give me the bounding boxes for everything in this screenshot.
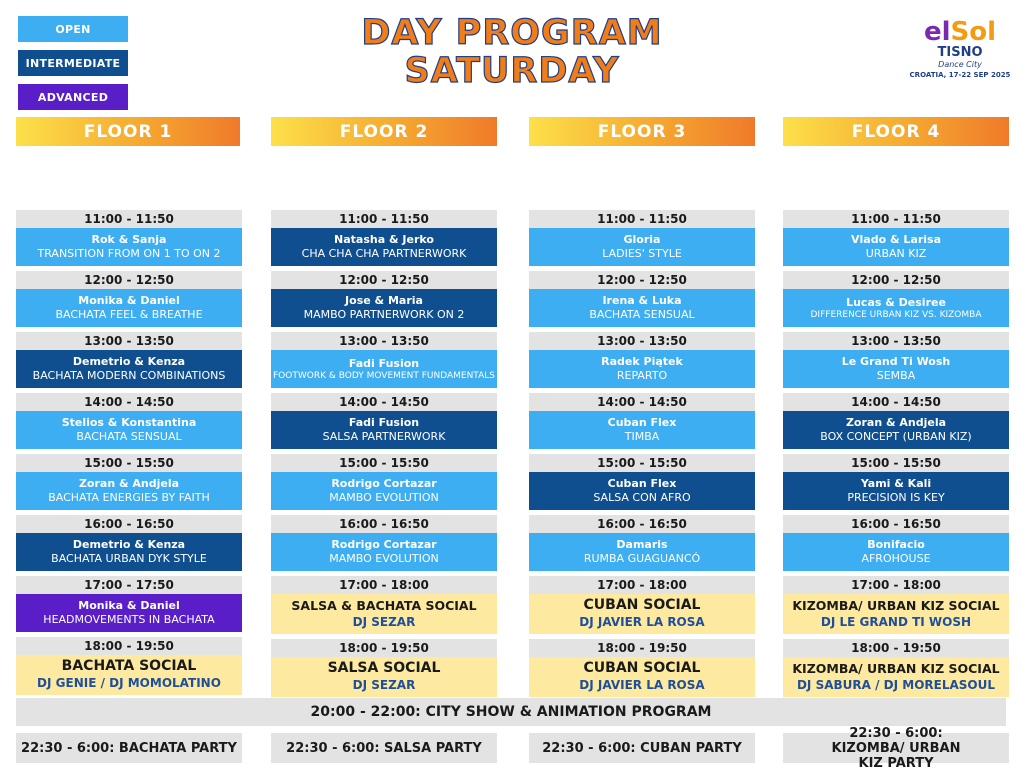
- city-show-banner: 20:00 - 22:00: CITY SHOW & ANIMATION PROGRAM: [16, 698, 1006, 726]
- class-title: HEADMOVEMENTS IN BACHATA: [43, 613, 215, 626]
- class-slot: [271, 210, 497, 266]
- social-slot: [529, 639, 755, 697]
- class-title: BACHATA MODERN COMBINATIONS: [32, 369, 226, 382]
- class-title: PRECISION IS KEY: [847, 491, 945, 504]
- class-slot: [16, 454, 242, 510]
- instructor-name: Stelios & Konstantina: [61, 416, 197, 429]
- logo-sol: Sol: [950, 17, 997, 47]
- instructor-name: Demetrio & Kenza: [72, 538, 186, 551]
- class-title: BACHATA URBAN DYK STYLE: [51, 552, 207, 565]
- slot-time: 11:00 - 11:50: [529, 210, 755, 228]
- instructor-name: Damaris: [616, 538, 668, 551]
- instructor-name: Monika & Daniel: [78, 294, 180, 307]
- slot-time: 16:00 - 16:50: [529, 515, 755, 533]
- slot-time: 12:00 - 12:50: [16, 271, 242, 289]
- slot-time: 11:00 - 11:50: [271, 210, 497, 228]
- class-slot: [529, 332, 755, 388]
- social-slot: [783, 576, 1009, 634]
- class-title: SEMBA: [876, 369, 916, 382]
- class-title: AFROHOUSE: [861, 552, 931, 565]
- slot-time: 11:00 - 11:50: [16, 210, 242, 228]
- party-banner: 22:30 - 6:00: KIZOMBA/ URBAN KIZ PARTY: [783, 733, 1009, 763]
- elsol-logo: [905, 18, 1015, 98]
- instructor-name: Le Grand Ti Wosh: [841, 355, 951, 368]
- instructor-name: Yami & Kali: [860, 477, 932, 490]
- instructor-name: Vlado & Larisa: [851, 233, 941, 246]
- slot-time: 18:00 - 19:50: [271, 639, 497, 657]
- class-block: [16, 350, 242, 388]
- social-dj: DJ SEZAR: [352, 615, 416, 629]
- instructor-name: Lucas & Desiree: [846, 295, 946, 309]
- slot-time: 15:00 - 15:50: [16, 454, 242, 472]
- slot-time: 13:00 - 13:50: [529, 332, 755, 350]
- class-title: SALSA CON AFRO: [593, 491, 691, 504]
- class-slot: [16, 393, 242, 449]
- party-banner: 22:30 - 6:00: SALSA PARTY: [271, 733, 497, 763]
- floor-header: FLOOR 4: [783, 117, 1009, 146]
- class-block: [783, 289, 1009, 327]
- legend-advanced: ADVANCED: [18, 84, 128, 110]
- class-slot: [783, 210, 1009, 266]
- class-slot: [783, 393, 1009, 449]
- instructor-name: Rok & Sanja: [91, 233, 167, 246]
- class-title: TRANSITION FROM ON 1 TO ON 2: [37, 247, 221, 260]
- class-title: BACHATA FEEL & BREATHE: [55, 308, 203, 321]
- class-block: [271, 289, 497, 327]
- instructor-name: Gloria: [623, 233, 661, 246]
- class-title: MAMBO EVOLUTION: [329, 491, 439, 504]
- slot-time: 14:00 - 14:50: [16, 393, 242, 411]
- slot-time: 11:00 - 11:50: [783, 210, 1009, 228]
- legend-intermediate: INTERMEDIATE: [18, 50, 128, 76]
- social-slot: [271, 576, 497, 634]
- logo-dance-city: Dance City: [938, 60, 982, 69]
- slot-time: 14:00 - 14:50: [783, 393, 1009, 411]
- instructor-name: Rodrigo Cortazar: [331, 538, 437, 551]
- class-block: [783, 472, 1009, 510]
- class-slot: [529, 454, 755, 510]
- title-line-2: SATURDAY: [404, 51, 620, 91]
- slot-time: 17:00 - 18:00: [529, 576, 755, 594]
- class-block: [271, 472, 497, 510]
- instructor-name: Zoran & Andjela: [845, 416, 947, 429]
- class-block: [16, 533, 242, 571]
- slot-time: 18:00 - 19:50: [16, 637, 242, 655]
- social-dj: DJ SABURA / DJ MORELASOUL: [796, 678, 996, 692]
- class-slot: [16, 515, 242, 571]
- instructor-name: Cuban Flex: [607, 416, 677, 429]
- instructor-name: Demetrio & Kenza: [72, 355, 186, 368]
- social-block: [783, 594, 1009, 634]
- instructor-name: Fadi Fusion: [348, 416, 420, 429]
- class-title: BACHATA ENERGIES BY FAITH: [48, 491, 210, 504]
- class-title: TIMBA: [624, 430, 660, 443]
- slot-time: 15:00 - 15:50: [529, 454, 755, 472]
- social-dj: DJ SEZAR: [352, 678, 416, 692]
- class-slot: [529, 271, 755, 327]
- class-slot: [529, 393, 755, 449]
- logo-wordmark: [905, 18, 1015, 46]
- class-slot: [783, 515, 1009, 571]
- floor-header: FLOOR 1: [16, 117, 240, 146]
- class-slot: [16, 332, 242, 388]
- class-slot: [271, 515, 497, 571]
- class-block: [271, 411, 497, 449]
- social-name: SALSA SOCIAL: [327, 660, 441, 676]
- class-block: [529, 533, 755, 571]
- social-name: CUBAN SOCIAL: [583, 660, 701, 676]
- class-block: [16, 472, 242, 510]
- class-block: [783, 411, 1009, 449]
- party-banner: 22:30 - 6:00: BACHATA PARTY: [16, 733, 242, 763]
- class-block: [16, 411, 242, 449]
- instructor-name: Natasha & Jerko: [334, 233, 434, 246]
- class-title: BOX CONCEPT (URBAN KIZ): [820, 430, 972, 443]
- legend-open: OPEN: [18, 16, 128, 42]
- social-name: KIZOMBA/ URBAN KIZ SOCIAL: [792, 598, 1000, 613]
- social-slot: [783, 639, 1009, 697]
- social-name: KIZOMBA/ URBAN KIZ SOCIAL: [792, 661, 1000, 676]
- floor-column: [271, 210, 497, 702]
- class-title: BACHATA SENSUAL: [76, 430, 182, 443]
- instructor-name: Zoran & Andjela: [78, 477, 180, 490]
- class-title: BACHATA SENSUAL: [589, 308, 695, 321]
- slot-time: 14:00 - 14:50: [529, 393, 755, 411]
- instructor-name: Jose & Maria: [345, 294, 423, 307]
- slot-time: 17:00 - 17:50: [16, 576, 242, 594]
- party-banner: 22:30 - 6:00: CUBAN PARTY: [529, 733, 755, 763]
- class-block: [783, 350, 1009, 388]
- page-title: [330, 14, 694, 90]
- floor-column: [16, 210, 242, 700]
- class-title: CHA CHA CHA PARTNERWORK: [301, 247, 467, 260]
- class-title: LADIES' STYLE: [602, 247, 682, 260]
- class-block: [16, 594, 242, 632]
- class-title: RUMBA GUAGUANCÓ: [583, 552, 701, 565]
- instructor-name: Monika & Daniel: [78, 599, 180, 612]
- floor-column: [783, 210, 1009, 702]
- class-block: [529, 228, 755, 266]
- floor-column: [529, 210, 755, 702]
- social-name: BACHATA SOCIAL: [61, 658, 197, 674]
- slot-time: 13:00 - 13:50: [271, 332, 497, 350]
- floor-header: FLOOR 2: [271, 117, 497, 146]
- class-block: [529, 350, 755, 388]
- social-block: [783, 657, 1009, 697]
- slot-time: 17:00 - 18:00: [271, 576, 497, 594]
- class-title: SALSA PARTNERWORK: [322, 430, 446, 443]
- class-title: DIFFERENCE URBAN KIZ VS. KIZOMBA: [810, 309, 982, 320]
- class-title: REPARTO: [616, 369, 668, 382]
- slot-time: 12:00 - 12:50: [783, 271, 1009, 289]
- class-title: MAMBO PARTNERWORK ON 2: [303, 308, 465, 321]
- slot-time: 16:00 - 16:50: [271, 515, 497, 533]
- social-dj: DJ JAVIER LA ROSA: [579, 678, 705, 692]
- social-block: [16, 655, 242, 695]
- class-title: URBAN KIZ: [865, 247, 927, 260]
- slot-time: 14:00 - 14:50: [271, 393, 497, 411]
- social-name: CUBAN SOCIAL: [583, 597, 701, 613]
- slot-time: 13:00 - 13:50: [16, 332, 242, 350]
- class-slot: [16, 576, 242, 632]
- class-title: MAMBO EVOLUTION: [329, 552, 439, 565]
- class-slot: [271, 454, 497, 510]
- class-slot: [783, 332, 1009, 388]
- social-dj: DJ JAVIER LA ROSA: [579, 615, 705, 629]
- logo-tisno: TISNO: [937, 45, 983, 60]
- class-block: [271, 350, 497, 388]
- class-block: [271, 533, 497, 571]
- social-block: [529, 594, 755, 634]
- class-slot: [16, 210, 242, 266]
- slot-time: 18:00 - 19:50: [529, 639, 755, 657]
- class-block: [271, 228, 497, 266]
- class-block: [783, 228, 1009, 266]
- instructor-name: Bonifacio: [867, 538, 925, 551]
- logo-date: CROATIA, 17-22 SEP 2025: [909, 71, 1011, 79]
- slot-time: 16:00 - 16:50: [783, 515, 1009, 533]
- instructor-name: Fadi Fusion: [348, 356, 420, 370]
- social-name: SALSA & BACHATA SOCIAL: [291, 598, 477, 613]
- class-slot: [783, 271, 1009, 327]
- slot-time: 15:00 - 15:50: [783, 454, 1009, 472]
- class-slot: [271, 393, 497, 449]
- class-block: [529, 472, 755, 510]
- title-line-1: DAY PROGRAM: [361, 13, 663, 53]
- social-block: [529, 657, 755, 697]
- class-block: [16, 228, 242, 266]
- instructor-name: Irena & Luka: [602, 294, 682, 307]
- class-title: FOOTWORK & BODY MOVEMENT FUNDAMENTALS: [273, 370, 495, 381]
- social-slot: [529, 576, 755, 634]
- class-slot: [529, 515, 755, 571]
- social-slot: [16, 637, 242, 695]
- slot-time: 13:00 - 13:50: [783, 332, 1009, 350]
- social-dj: DJ LE GRAND TI WOSH: [820, 615, 972, 629]
- class-block: [529, 411, 755, 449]
- class-slot: [16, 271, 242, 327]
- class-slot: [271, 332, 497, 388]
- slot-time: 12:00 - 12:50: [529, 271, 755, 289]
- social-block: [271, 657, 497, 697]
- slot-time: 17:00 - 18:00: [783, 576, 1009, 594]
- slot-time: 15:00 - 15:50: [271, 454, 497, 472]
- social-block: [271, 594, 497, 634]
- class-block: [529, 289, 755, 327]
- instructor-name: Cuban Flex: [607, 477, 677, 490]
- social-dj: DJ GENIE / DJ MOMOLATINO: [37, 676, 221, 690]
- logo-el: el: [923, 17, 951, 47]
- class-block: [783, 533, 1009, 571]
- class-slot: [271, 271, 497, 327]
- instructor-name: Rodrigo Cortazar: [331, 477, 437, 490]
- class-slot: [529, 210, 755, 266]
- class-block: [16, 289, 242, 327]
- social-slot: [271, 639, 497, 697]
- class-slot: [783, 454, 1009, 510]
- slot-time: 16:00 - 16:50: [16, 515, 242, 533]
- floor-header: FLOOR 3: [529, 117, 755, 146]
- slot-time: 12:00 - 12:50: [271, 271, 497, 289]
- slot-time: 18:00 - 19:50: [783, 639, 1009, 657]
- instructor-name: Radek Piątek: [601, 355, 683, 368]
